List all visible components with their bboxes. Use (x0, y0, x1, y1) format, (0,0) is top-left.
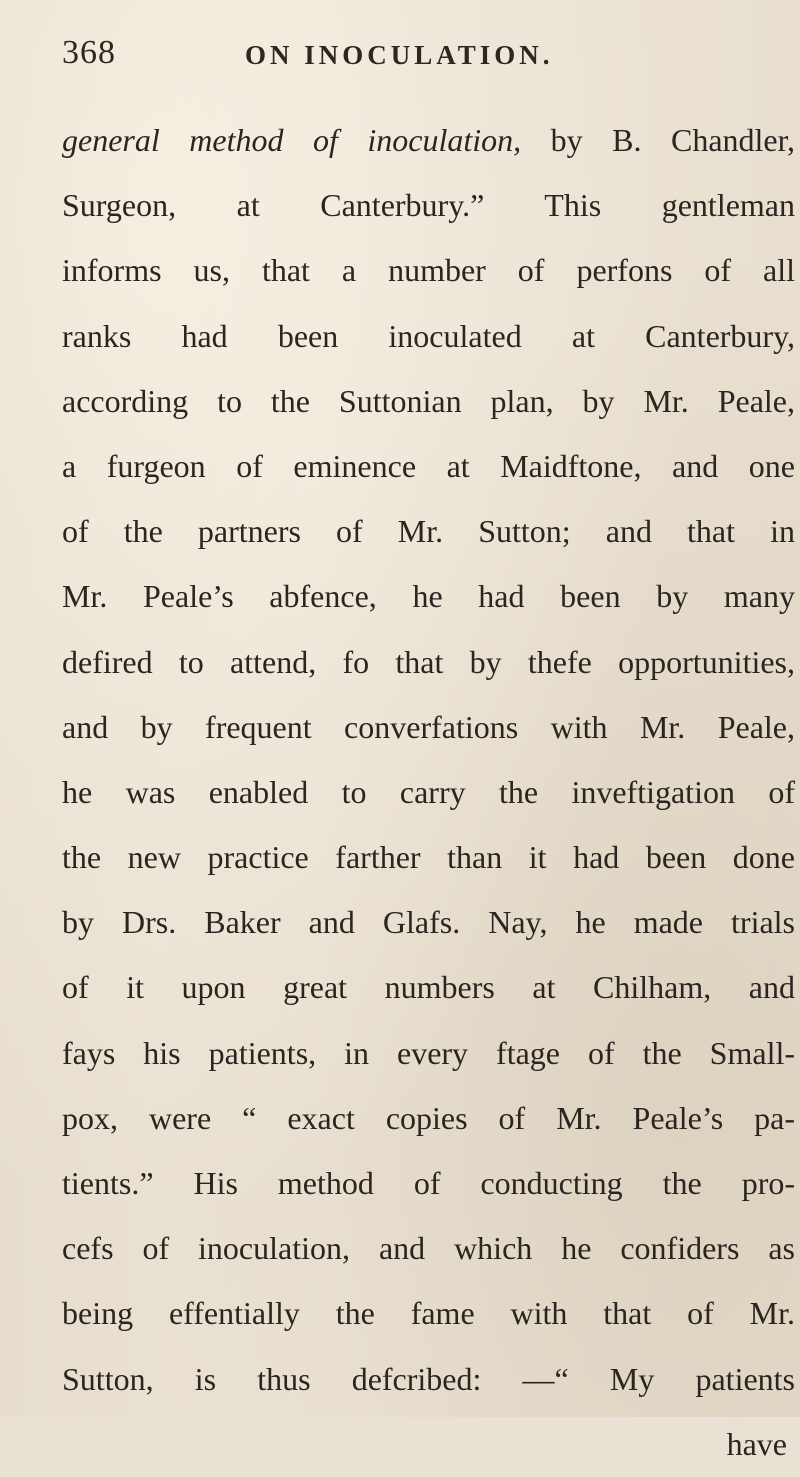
italic-title: general method of inoculation, (62, 122, 522, 158)
text-line: defired to attend, fo that by thefe opportunities, (62, 643, 795, 680)
text-line: Mr. Peale’s abfence, he had been by many (62, 578, 795, 615)
page-header (60, 30, 760, 80)
text-line: informs us, that a number of perfons of all (62, 252, 795, 289)
text-line: and by frequent converfations with Mr. Peale, (62, 708, 795, 745)
text-line: pox, were “ exact copies of Mr. Peale’s pa- (62, 1099, 795, 1136)
text-fragment: by B. Chandler, (521, 122, 795, 158)
text-line: he was enabled to carry the inveftigation of (62, 773, 795, 810)
text-line: Sutton, is thus defcribed: —“ My patients (62, 1360, 795, 1397)
text-line: the new practice farther than it had been done (62, 839, 795, 876)
text-line: of the partners of Mr. Sutton; and that in (62, 513, 795, 550)
catchword-row (62, 1412, 795, 1477)
catchword: have (726, 1426, 787, 1462)
text-line: fays his patients, in every ftage of the Small- (62, 1034, 795, 1071)
text-line: ranks had been inoculated at Canterbury, (62, 317, 795, 354)
text-line: by Drs. Baker and Glafs. Nay, he made trials (62, 904, 795, 941)
text-line (62, 108, 795, 173)
running-head: ON INOCULATION. (245, 40, 554, 70)
text-line: a furgeon of eminence at Maidftone, and one (62, 447, 795, 484)
text-line: being effentially the fame with that of Mr. (62, 1295, 795, 1332)
text-line: tients.” His method of conducting the pro- (62, 1165, 795, 1201)
text-line: cefs of inoculation, and which he confiders as (62, 1230, 795, 1267)
text-line: Surgeon, at Canterbury.” This gentleman (62, 187, 795, 224)
page-number: 368 (62, 34, 116, 71)
text-line: according to the Suttonian plan, by Mr. Peale, (62, 382, 795, 419)
body-text (62, 108, 795, 1462)
text-line: of it upon great numbers at Chilham, and (62, 969, 795, 1006)
